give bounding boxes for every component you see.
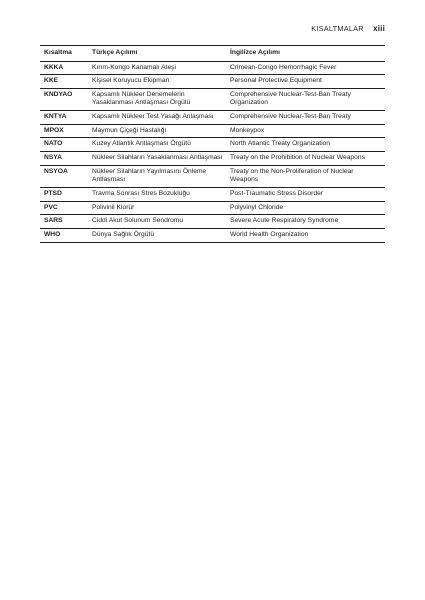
- table-row: [40, 201, 385, 215]
- turkish-cell: Ciddi Akut Solunum Sendromu: [88, 215, 226, 229]
- turkish-cell: Kuzey Atlantik Antlaşması Örgütü: [88, 138, 226, 152]
- abbr-cell: KNDYAO: [40, 88, 88, 110]
- running-head-section: KISALTMALAR: [311, 24, 364, 33]
- table-row: [40, 111, 385, 125]
- abbr-cell: SARS: [40, 215, 88, 229]
- turkish-cell: Kişisel Koruyucu Ekipman: [88, 75, 226, 89]
- table-row: [40, 188, 385, 202]
- table-row: [40, 215, 385, 229]
- english-cell: Personal Protective Equipment: [226, 75, 385, 89]
- turkish-cell: Travma Sonrası Stres Bozukluğu: [88, 188, 226, 202]
- turkish-cell: Maymun Çiçeği Hastalığı: [88, 124, 226, 138]
- abbreviations-table: [40, 45, 385, 243]
- abbr-cell: NATO: [40, 138, 88, 152]
- abbr-cell: NSYA: [40, 152, 88, 166]
- english-cell: Comprehensive Nuclear-Test-Ban Treaty: [226, 111, 385, 125]
- abbr-cell: WHO: [40, 229, 88, 243]
- turkish-cell: Kapsamlı Nükleer Denemelerin Yasaklanması Antlaşması Örgütü: [88, 88, 226, 110]
- abbr-cell: NSYOA: [40, 165, 88, 187]
- english-cell: North Atlantic Treaty Organization: [226, 138, 385, 152]
- abbr-cell: KNTYA: [40, 111, 88, 125]
- header-abbreviation: Kısaltma: [40, 46, 88, 62]
- table-row: [40, 229, 385, 243]
- header-turkish: Türkçe Açılımı: [88, 46, 226, 62]
- table-row: [40, 75, 385, 89]
- turkish-cell: Nükleer Silahların Yasaklanması Antlaşması: [88, 152, 226, 166]
- english-cell: Treaty on the Non-Proliferation of Nuclear Weapons: [226, 165, 385, 187]
- turkish-cell: Dünya Sağlık Örgütü: [88, 229, 226, 243]
- table-row: [40, 165, 385, 187]
- header-row: [40, 46, 385, 62]
- turkish-cell: Polivinil Klorür: [88, 201, 226, 215]
- table-row: [40, 138, 385, 152]
- english-cell: Treaty on the Prohibition of Nuclear Weapons: [226, 152, 385, 166]
- english-cell: Polyvinyl Chloride: [226, 201, 385, 215]
- english-cell: World Health Organization: [226, 229, 385, 243]
- running-head: [311, 24, 385, 33]
- table-row: [40, 152, 385, 166]
- page-number: xiii: [373, 24, 385, 33]
- turkish-cell: Kapsamlı Nükleer Test Yasağı Anlaşması: [88, 111, 226, 125]
- table-row: [40, 124, 385, 138]
- english-cell: Crimean-Congo Hemorrhagic Fever: [226, 61, 385, 75]
- abbr-cell: KKE: [40, 75, 88, 89]
- table-row: [40, 61, 385, 75]
- table-header: [40, 46, 385, 62]
- english-cell: Monkeypox: [226, 124, 385, 138]
- table-row: [40, 88, 385, 110]
- header-english: İngilizce Açılımı: [226, 46, 385, 62]
- table-body: [40, 61, 385, 242]
- english-cell: Severe Acute Respiratory Syndrome: [226, 215, 385, 229]
- english-cell: Post-Traumatic Stress Disorder: [226, 188, 385, 202]
- turkish-cell: Kırım-Kongo Kanamalı Ateşi: [88, 61, 226, 75]
- abbr-cell: PVC: [40, 201, 88, 215]
- abbr-cell: MPOX: [40, 124, 88, 138]
- abbr-cell: KKKA: [40, 61, 88, 75]
- turkish-cell: Nükleer Silahların Yayılmasını Önleme Antlaşması: [88, 165, 226, 187]
- english-cell: Comprehensive Nuclear-Test-Ban Treaty Organization: [226, 88, 385, 110]
- abbr-cell: PTSD: [40, 188, 88, 202]
